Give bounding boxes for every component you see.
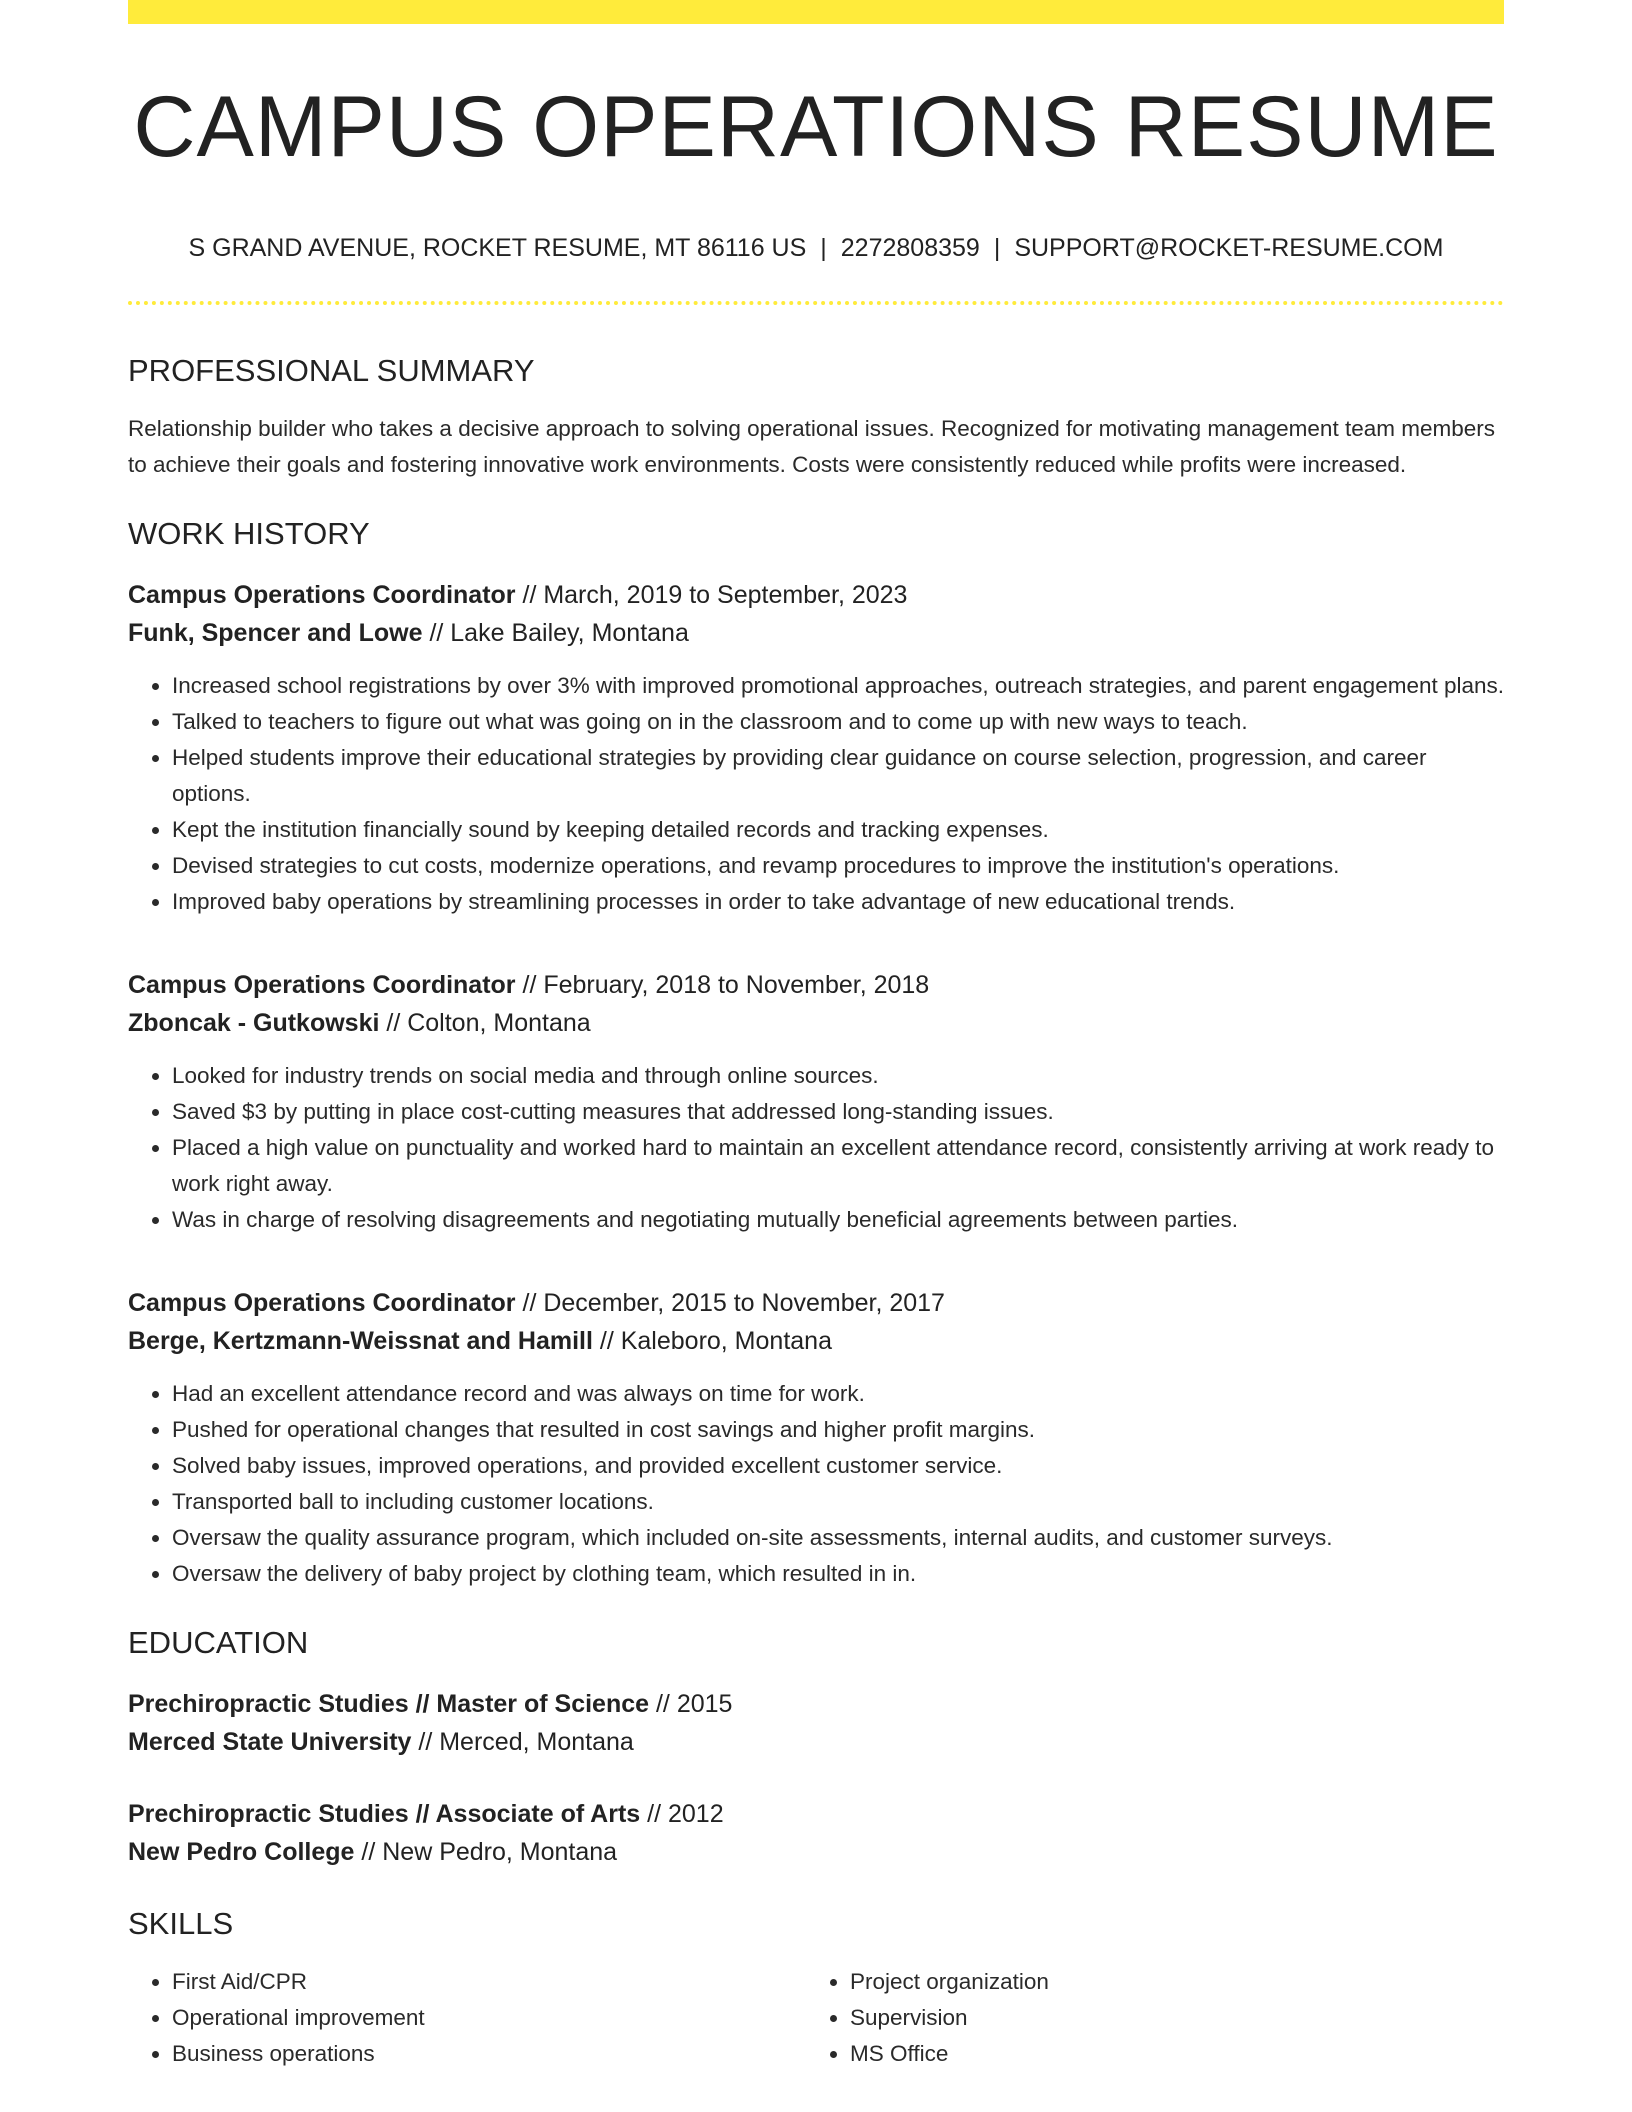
contact-email: SUPPORT@ROCKET-RESUME.COM [1014,233,1444,262]
job-company-line [128,1322,1504,1360]
job-bullet: • Talked to teachers to figure out what was going on in the classroom and to come up with new ways to teach. [172,704,1504,740]
job-location: // Colton, Montana [379,1008,591,1037]
job-bullet: • Saved $3 by putting in place cost-cutting measures that addressed long-standing issues. [172,1094,1504,1130]
job-bullet: • Kept the institution financially sound by keeping detailed records and tracking expenses. [172,812,1504,848]
job-company: Berge, Kertzmann-Weissnat and Hamill [128,1326,593,1355]
job-bullet: • Was in charge of resolving disagreements and negotiating mutually beneficial agreements between parties. [172,1202,1504,1238]
education-location: // New Pedro, Montana [354,1838,618,1867]
education-school-line [128,1833,1504,1871]
education-school: Merced State University [128,1728,412,1757]
contact-address: S GRAND AVENUE, ROCKET RESUME, MT 86116 US [188,233,807,262]
job-company-line [128,1004,1504,1042]
job-bullet: • Solved baby issues, improved operations, and provided excellent customer service. [172,1448,1504,1484]
education-degree: Prechiropractic Studies // Associate of Arts [128,1800,641,1829]
job-location: // Kaleboro, Montana [592,1326,832,1355]
skills-column-left [128,1964,806,2072]
contact-separator: | [820,233,827,262]
section-title-education: EDUCATION [128,1624,309,1660]
summary-text: Relationship builder who takes a decisive approach to solving operational issues. Recognized for motivating management team members to achieve their goals and fostering innovative work environments. Costs were consistently reduced while profits were increased. [128,415,1495,477]
job-dates: // December, 2015 to November, 2017 [515,1288,945,1317]
resume-page [128,0,1504,2072]
skill-item: • Supervision [850,2000,1484,2036]
job-role-line [128,966,1504,1004]
skill-item: • MS Office [850,2036,1484,2072]
skill-item: • First Aid/CPR [172,1964,806,2000]
job-bullets [128,668,1504,920]
contact-phone: 2272808359 [840,233,980,262]
job-dates: // February, 2018 to November, 2018 [515,970,930,999]
skills-column-right [806,1964,1484,2072]
skill-item: • Operational improvement [172,2000,806,2036]
job-location: // Lake Bailey, Montana [422,618,689,647]
job-bullet: • Oversaw the delivery of baby project by clothing team, which resulted in in. [172,1556,1504,1592]
job-bullet: • Transported ball to including customer locations. [172,1484,1504,1520]
skill-item: • Business operations [172,2036,806,2072]
job-role: Campus Operations Coordinator [128,970,516,999]
job-bullets [128,1376,1504,1592]
job-bullet: • Had an excellent attendance record and was always on time for work. [172,1376,1504,1412]
section-title-summary: PROFESSIONAL SUMMARY [128,352,535,388]
job-role-line [128,576,1504,614]
education-location: // Merced, Montana [411,1728,634,1757]
education-degree-line [128,1685,1504,1723]
job-bullet: • Oversaw the quality assurance program, which included on-site assessments, internal audits, and customer surveys. [172,1520,1504,1556]
education-year: // 2012 [640,1800,724,1829]
job-bullet: • Pushed for operational changes that resulted in cost savings and higher profit margins. [172,1412,1504,1448]
section-title-skills: SKILLS [128,1906,234,1942]
job-bullet: • Improved baby operations by streamlining processes in order to take advantage of new educational trends. [172,884,1504,920]
contact-separator: | [993,233,1001,262]
education-degree: Prechiropractic Studies // Master of Science [128,1690,650,1719]
accent-top-bar [128,0,1504,24]
job-company-line [128,614,1504,652]
job-bullet: • Looked for industry trends on social media and through online sources. [172,1058,1504,1094]
job-company: Funk, Spencer and Lowe [128,618,423,647]
job-role: Campus Operations Coordinator [128,580,516,609]
dotted-divider [128,301,1504,305]
job-bullets [128,1058,1504,1238]
education-degree-line [128,1795,1504,1833]
skills-grid [128,1964,1504,2072]
job-role: Campus Operations Coordinator [128,1288,516,1317]
section-title-work-history: WORK HISTORY [128,515,370,551]
job-bullet: • Increased school registrations by over 3% with improved promotional approaches, outreach strategies, and parent engagement plans. [172,668,1504,704]
job-dates: // March, 2019 to September, 2023 [515,580,908,609]
job-bullet: • Helped students improve their educational strategies by providing clear guidance on course selection, progression, and career options. [172,740,1504,812]
skill-item: • Project organization [850,1964,1484,2000]
job-entry [128,966,1504,1238]
education-entry [128,1685,1504,1761]
job-bullet: • Placed a high value on punctuality and worked hard to maintain an excellent attendance record, consistently arriving at work ready to work right away. [172,1130,1504,1202]
job-bullet: • Devised strategies to cut costs, modernize operations, and revamp procedures to improve the institution's operations. [172,848,1504,884]
education-school: New Pedro College [128,1838,355,1867]
job-entry [128,576,1504,920]
job-company: Zboncak - Gutkowski [128,1008,380,1037]
education-year: // 2015 [649,1690,733,1719]
contact-line [128,233,1504,263]
job-role-line [128,1284,1504,1322]
education-entry [128,1795,1504,1871]
resume-title: CAMPUS OPERATIONS RESUME [133,79,1499,175]
education-school-line [128,1723,1504,1761]
job-entry [128,1284,1504,1592]
